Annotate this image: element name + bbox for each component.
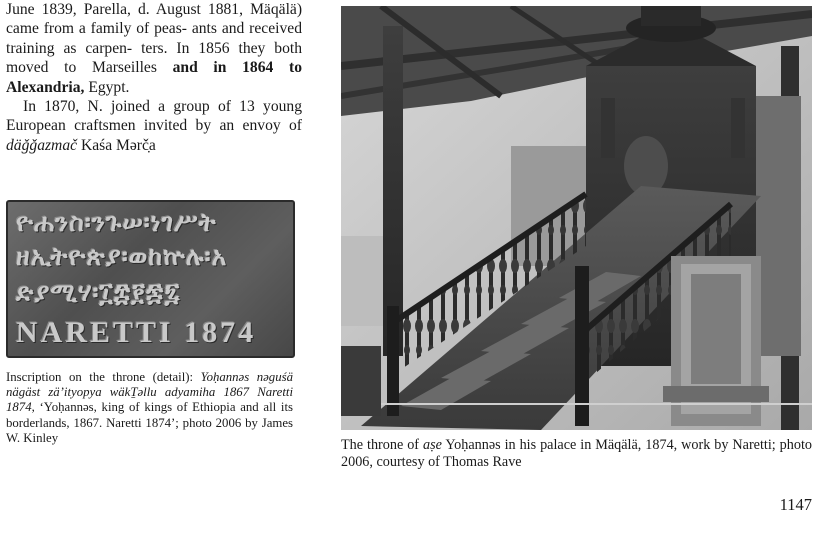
inscription-line-3: ድያሚሃ፡፲፰፻፷፯ <box>16 278 181 307</box>
inscription-line-1: ዮሐንስ፡ንጉሠ፡ነገሥት <box>16 208 217 237</box>
text-line: Mäqälä) came from a family of peas- <box>6 1 303 38</box>
caption-title: aṣe <box>422 437 442 453</box>
body-text <box>6 0 302 155</box>
inscription-line-4: NARETTI 1874 <box>16 316 257 349</box>
caption-suffix: Yoḥannəs in his palace in Mäqälä, 1874, work by Naretti; photo 2006, courtesy of Thomas Rave <box>341 437 812 470</box>
throne-photo <box>341 6 812 430</box>
text-line: ters. In 1856 they both moved to <box>6 39 302 77</box>
caption-suffix: , ‘Yoḥannəs, king of kings of Ethiopia and all its borderlands, 1867. Naretti 1874’; photo 2006 by James W. Kinley <box>6 400 293 445</box>
throne-photo-image <box>341 6 812 430</box>
text-line: young European craftsmen invited by <box>6 98 302 135</box>
caption-prefix: The throne of <box>341 437 423 453</box>
text-line: an envoy of <box>219 117 302 135</box>
caption-transliteration: Yoḥannəs nəguśä nägäst zä’ityopya wäkṮəllu adyamiha 1867 Naretti 1874 <box>6 370 293 415</box>
bold-text: and in 1864 to Alexandria, <box>6 59 302 96</box>
text-line: Marseilles <box>91 59 173 77</box>
text-line: Kaśa Mərč̣a <box>77 136 156 154</box>
text-line: June 1839, Parella, d. August 1881, <box>6 1 244 18</box>
left-column <box>6 0 302 155</box>
inscription-line-2: ዘኢትዮጵያ፡ወከኵሉ፡አ <box>16 242 228 271</box>
page-number: 1147 <box>779 495 812 514</box>
text-line: In 1870, N. joined a group of 13 <box>23 98 255 116</box>
inscription-photo <box>6 200 295 358</box>
paragraph-2 <box>6 97 302 155</box>
text-line: ants and received training as carpen- <box>6 20 302 57</box>
text-line: Egypt. <box>88 78 130 96</box>
paragraph-1 <box>6 0 302 97</box>
inscription-caption <box>6 370 293 446</box>
caption-prefix: Inscription on the throne (detail): <box>6 370 201 384</box>
throne-caption <box>341 437 812 471</box>
title-term: däǧǧazmač <box>6 136 78 154</box>
